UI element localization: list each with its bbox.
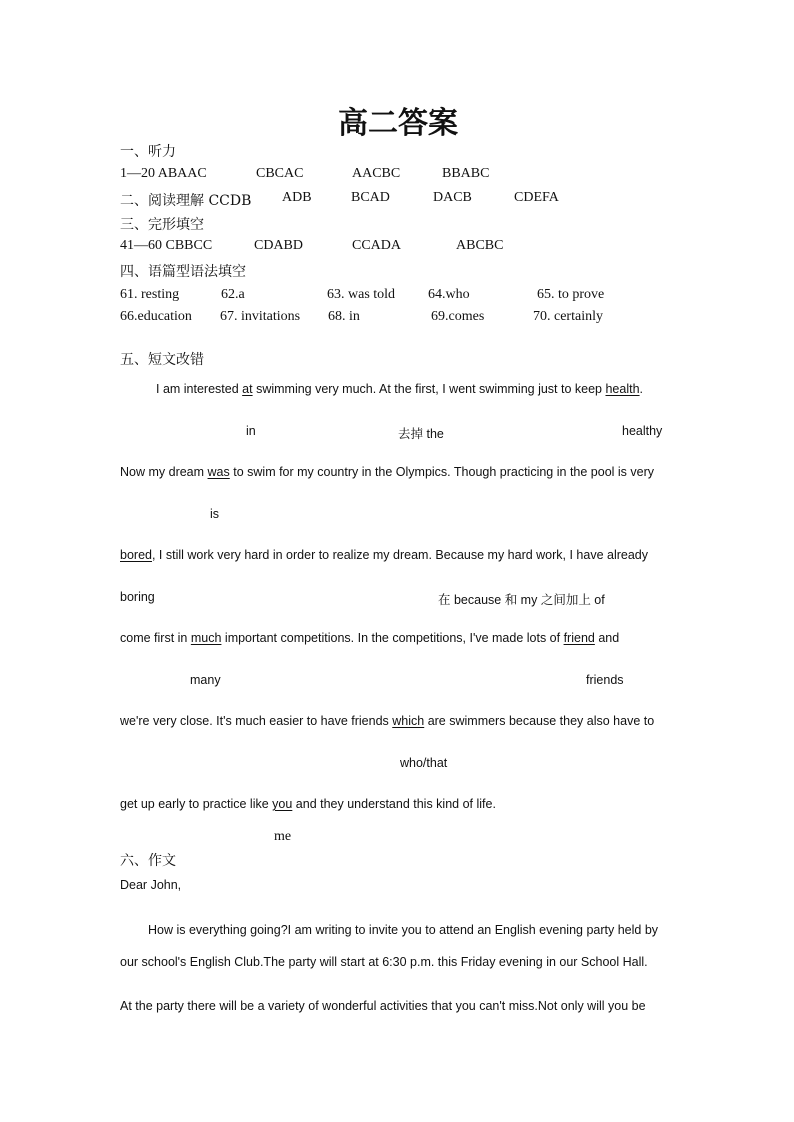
grammar-heading: 四、语篇型语法填空 — [120, 264, 246, 280]
correction-line: I am interested at swimming very much. At the first, I went swimming just to keep health. — [156, 382, 644, 396]
cloze-heading: 三、完形填空 — [120, 217, 204, 233]
correction-line: bored, I still work very hard in order to realize my dream. Because my hard work, I have already — [120, 548, 649, 562]
reading-answer: ADB — [282, 190, 312, 205]
error-word: friend — [563, 631, 595, 645]
letter-line: At the party there will be a variety of wonderful activities that you can't miss.Not only will you be — [120, 999, 646, 1013]
correction-fix: me — [274, 829, 292, 844]
letter-line: our school's English Club.The party will start at 6:30 p.m. this Friday evening in our School Hall. — [120, 955, 648, 969]
listening-answer: AACBC — [352, 166, 401, 181]
cloze-answer: CDABD — [254, 238, 304, 253]
writing-heading: 六、作文 — [120, 853, 176, 869]
correction-line: Now my dream was to swim for my country in the Olympics. Though practicing in the pool is very — [120, 465, 655, 479]
grammar-answer: 68. in — [328, 309, 360, 324]
reading-answer: BCAD — [351, 190, 390, 205]
error-word: health — [605, 382, 640, 396]
correction-heading: 五、短文改错 — [120, 352, 204, 368]
page-title: 高二答案 — [338, 106, 458, 141]
grammar-answer: 63. was told — [327, 287, 396, 302]
reading-answer: CDEFA — [514, 190, 559, 205]
correction-fix: 在 because 和 my 之间加上 of — [438, 593, 605, 607]
correction-fix: friends — [586, 673, 624, 687]
letter-line: How is everything going?I am writing to invite you to attend an English evening party held by — [148, 923, 659, 937]
correction-line: we're very close. It's much easier to have friends which are swimmers because they also have to — [120, 714, 655, 728]
listening-answer: BBABC — [442, 166, 490, 181]
correction-fix: in — [246, 424, 256, 438]
grammar-answer: 66.education — [120, 309, 192, 324]
error-word: much — [190, 631, 222, 645]
listening-heading: 一、听力 — [120, 144, 176, 160]
correction-fix: many — [190, 673, 221, 687]
error-word: at — [242, 382, 253, 396]
correction-fix: healthy — [622, 424, 663, 438]
grammar-answer: 64.who — [428, 287, 470, 302]
error-word: you — [272, 797, 293, 811]
correction-fix: who/that — [400, 756, 448, 770]
listening-answer: 1—20 ABAAC — [120, 166, 207, 181]
reading-answer: DACB — [433, 190, 472, 205]
error-word: which — [392, 714, 425, 728]
reading-heading: 二、阅读理解 CCDB — [120, 193, 252, 209]
letter-greeting: Dear John, — [120, 878, 182, 892]
cloze-answer: CCADA — [352, 238, 402, 253]
error-word: bored — [120, 548, 152, 562]
grammar-answer: 67. invitations — [220, 309, 301, 324]
correction-line: get up early to practice like you and they understand this kind of life. — [120, 797, 496, 811]
correction-line: come first in much important competitions. In the competitions, I've made lots of friend and — [120, 631, 620, 645]
cloze-answer: ABCBC — [456, 238, 504, 253]
correction-fix: boring — [120, 590, 155, 604]
error-word: was — [207, 465, 230, 479]
grammar-answer: 70. certainly — [533, 309, 603, 324]
correction-fix: 去掉 the — [398, 427, 444, 441]
grammar-answer: 69.comes — [431, 309, 485, 324]
grammar-answer: 62.a — [221, 287, 245, 302]
grammar-answer: 65. to prove — [537, 287, 605, 302]
listening-answer: CBCAC — [256, 166, 304, 181]
grammar-answer: 61. resting — [120, 287, 180, 302]
cloze-answer: 41—60 CBBCC — [120, 238, 213, 253]
correction-fix: is — [210, 507, 220, 521]
